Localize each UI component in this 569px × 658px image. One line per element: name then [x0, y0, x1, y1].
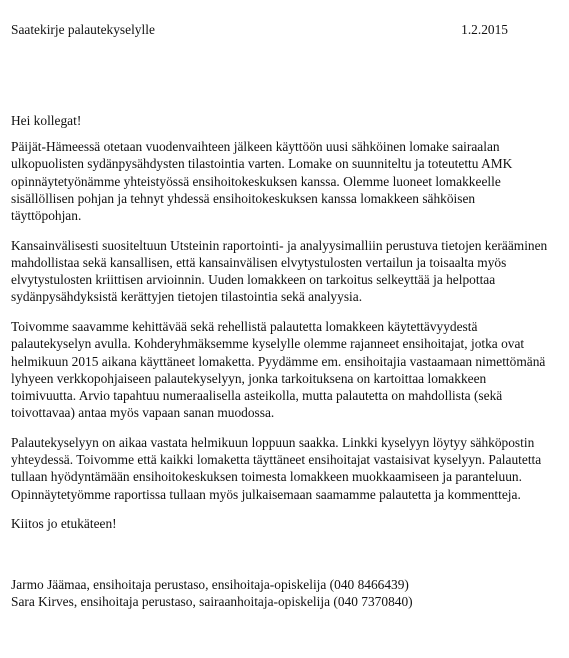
paragraph-line: elvytystulosten kriittisen arvioinnin. Uuden lomakkeen on tarkoitus selkeyttää ja helpottaa: [11, 272, 496, 288]
document-title: Saatekirje palautekyselylle: [11, 22, 155, 37]
letter-body: [11, 112, 559, 610]
closing: [11, 515, 559, 532]
paragraph-line: ulkopuolisten sydänpysähdysten tilastointia varten. Lomake on suunniteltu ja toteutettu AMK: [11, 156, 513, 172]
paragraph-line: lyhyeen verkkopohjaiseen palautekyselyyn, jonka tarkoituksena on kartoittaa lomakkeen: [11, 370, 487, 386]
paragraph-line: mahdollistaa sekä kansallisen, että kansainvälisen elvytystulosten vertailun ja toisaalta myös: [11, 255, 507, 271]
paragraph-line: opinnäytetyönämme yhteistyössä ensihoitokeskuksen kanssa. Olemme luoneet lomakkeelle: [11, 173, 501, 189]
paragraph-intro: [11, 138, 559, 224]
greeting-text: Hei kollegat!: [11, 113, 82, 128]
paragraph-line: täyttöpohjan.: [11, 208, 82, 224]
greeting: [11, 112, 559, 129]
signature-line: Jarmo Jäämaa, ensihoitaja perustaso, ensihoitaja-opiskelija (040 8466439): [11, 576, 409, 592]
document-header: [11, 22, 508, 38]
paragraph-line: toimivuutta. Arvio tapahtuu numeraalisella asteikolla, mutta palautetta on mahdollista (sekä: [11, 388, 503, 404]
paragraph-line: tullaan hyödyntämään ensihoitokeskuksen toimesta lomakkeen muokkaamiseen ja paranteluun.: [11, 469, 522, 485]
signatures: [11, 576, 559, 610]
paragraph-line: Kansainvälisesti suositeltuun Utsteinin raportointi- ja analyysimalliin perustuva tietojen kerääminen: [11, 237, 548, 253]
paragraph-line: Palautekyselyyn on aikaa vastata helmikuun loppuun saakka. Linkki kyselyyn löytyy sähköpostin: [11, 435, 535, 451]
paragraph-line: Opinnäytetyömme raportissa tullaan myös julkaisemaan saamamme palautetta ja kommentteja.: [11, 486, 521, 502]
paragraph-line: Toivomme saavamme kehittävää sekä rehellistä palautetta lomakkeen käytettävyydestä: [11, 319, 478, 335]
closing-text: Kiitos jo etukäteen!: [11, 516, 117, 532]
paragraph-deadline: [11, 434, 559, 503]
paragraph-line: Päijät-Hämeessä otetaan vuodenvaihteen jälkeen käyttöön uusi sähköinen lomake sairaalan: [11, 139, 500, 155]
paragraph-line: helmikuun 2015 aikana käyttäneet lomaketta. Pyydämme em. ensihoitajia vastaamaan nimettömänä: [11, 353, 546, 369]
document-date: 1.2.2015: [461, 22, 508, 37]
paragraph-line: sydänpysähdyksistä kerättyjen tietojen tilastointia sekä analyysia.: [11, 289, 363, 305]
paragraph-line: sisällöllisen pohjan ja tehnyt yhdessä ensihoitokeskuksen kanssa lomakkeen sähköisen: [11, 190, 476, 206]
paragraph-utstein: [11, 237, 559, 306]
paragraph-feedback: [11, 318, 559, 421]
paragraph-line: yhteydessä. Toivomme että kaikki lomaketta täyttäneet ensihoitajat vastaisivat kyselyyn. Palautetta: [11, 452, 542, 468]
signature-line: Sara Kirves, ensihoitaja perustaso, sairaanhoitaja-opiskelija (040 7370840): [11, 593, 413, 609]
paragraph-line: palautekyselyn avulla. Kohderyhmäksemme kyselylle olemme rajanneet ensihoitajat, jotka ovat: [11, 336, 525, 352]
paragraph-line: toivottavaa) antaa myös vapaan sanan muodossa.: [11, 405, 275, 421]
